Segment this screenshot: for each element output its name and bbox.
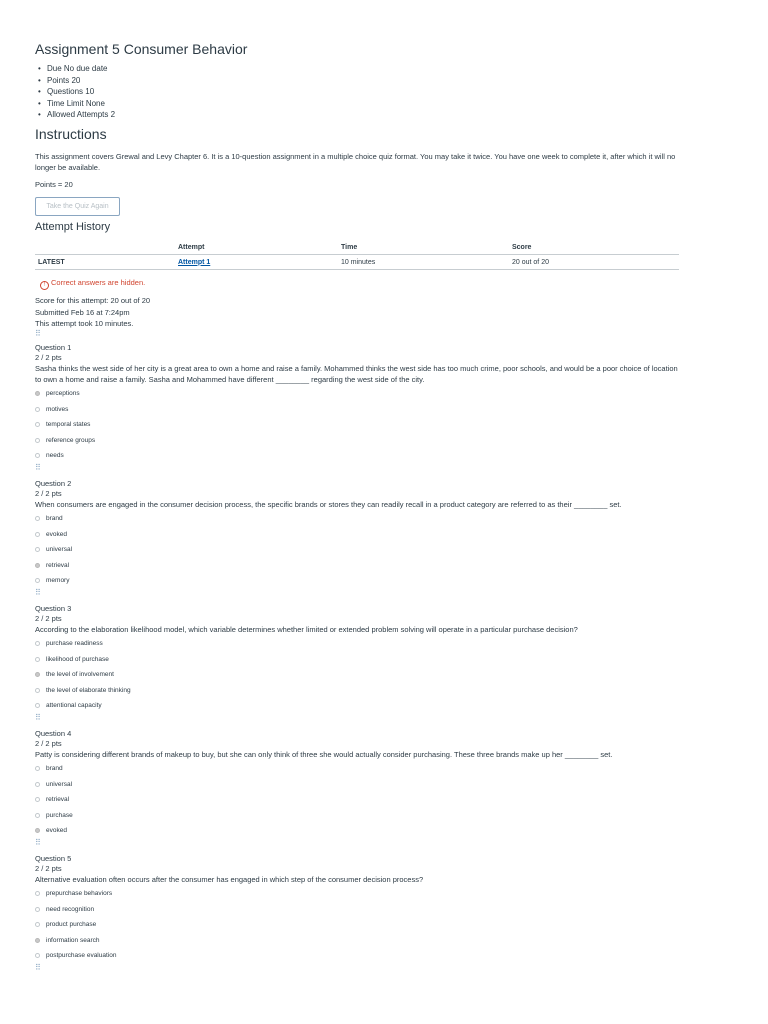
radio-icon[interactable]: [35, 782, 40, 787]
attempt-summary: [35, 295, 150, 340]
take-quiz-again-button[interactable]: Take the Quiz Again: [35, 197, 120, 216]
attempt-time: 10 minutes: [338, 255, 509, 270]
answer-label: retrieval: [46, 796, 70, 804]
column-header-time: Time: [338, 240, 509, 255]
grip-icon: ⠿: [35, 712, 40, 722]
attempt-link[interactable]: Attempt 1: [178, 258, 211, 266]
question-5: [35, 853, 679, 974]
radio-icon[interactable]: [35, 891, 40, 896]
attempt-score: 20 out of 20: [509, 255, 679, 270]
radio-icon[interactable]: [35, 641, 40, 646]
answer-option[interactable]: [35, 777, 679, 793]
answer-option[interactable]: [35, 823, 679, 839]
answer-option[interactable]: [35, 698, 679, 714]
radio-icon[interactable]: [35, 438, 40, 443]
radio-icon[interactable]: [35, 547, 40, 552]
attempt-history-table: [35, 240, 679, 270]
radio-icon[interactable]: [35, 516, 40, 521]
question-points: 2 / 2 pts: [35, 864, 62, 873]
radio-icon[interactable]: [35, 407, 40, 412]
assignment-title: Assignment 5 Consumer Behavior: [35, 41, 248, 57]
answer-label: needs: [46, 452, 64, 460]
instructions-text: This assignment covers Grewal and Levy Chapter 6. It is a 10-question assignment in a multiple choice quiz format. You may take it twice. You have one week to complete it, after which it will no longer be available.: [35, 152, 676, 172]
answer-label: the level of elaborate thinking: [46, 686, 131, 694]
points-text: Points = 20: [35, 180, 73, 189]
answer-option[interactable]: [35, 417, 679, 433]
answer-label: reference groups: [46, 436, 96, 444]
answer-label: postpurchase evaluation: [46, 952, 117, 960]
radio-selected-icon[interactable]: [35, 828, 40, 833]
grip-icon: ⠿: [35, 328, 40, 338]
answer-label: perceptions: [46, 390, 80, 398]
assignment-details: [35, 63, 115, 121]
radio-selected-icon[interactable]: [35, 672, 40, 677]
table-header-row: [35, 240, 679, 255]
summary-duration: This attempt took 10 minutes.: [35, 319, 134, 328]
column-header-blank: [35, 240, 175, 255]
answer-label: universal: [46, 780, 73, 788]
detail-time-limit: • Time Limit None: [47, 98, 115, 110]
radio-icon[interactable]: [35, 922, 40, 927]
answer-list: [35, 636, 679, 714]
question-points: 2 / 2 pts: [35, 614, 62, 623]
answer-label: prepurchase behaviors: [46, 890, 113, 898]
question-points: 2 / 2 pts: [35, 353, 62, 362]
question-text: According to the elaboration likelihood model, which variable determines whether limited or extended problem solving will operate in a particular purchase decision?: [35, 625, 578, 634]
answer-label: brand: [46, 515, 63, 523]
answer-option[interactable]: [35, 573, 679, 589]
radio-selected-icon[interactable]: [35, 563, 40, 568]
answer-option[interactable]: [35, 933, 679, 949]
radio-selected-icon[interactable]: [35, 391, 40, 396]
answer-option[interactable]: [35, 448, 679, 464]
answer-option[interactable]: [35, 761, 679, 777]
answer-label: product purchase: [46, 921, 97, 929]
column-header-attempt: Attempt: [175, 240, 338, 255]
answer-option[interactable]: [35, 652, 679, 668]
detail-allowed-attempts: • Allowed Attempts 2: [47, 109, 115, 121]
detail-due: • Due No due date: [47, 63, 115, 75]
answer-option[interactable]: [35, 683, 679, 699]
attempt-history-heading: Attempt History: [35, 221, 111, 233]
radio-icon[interactable]: [35, 703, 40, 708]
detail-points: • Points 20: [47, 75, 115, 87]
answer-label: memory: [46, 577, 70, 585]
column-header-score: Score: [509, 240, 679, 255]
answer-option[interactable]: [35, 558, 679, 574]
grip-icon: ⠿: [35, 462, 40, 472]
grip-icon: ⠿: [35, 837, 40, 847]
answer-label: brand: [46, 765, 63, 773]
answer-label: attentional capacity: [46, 702, 102, 710]
answer-option[interactable]: [35, 792, 679, 808]
radio-icon[interactable]: [35, 422, 40, 427]
question-text: Alternative evaluation often occurs after the consumer has engaged in which step of the consumer decision process?: [35, 875, 424, 884]
question-3: [35, 603, 679, 724]
answer-list: [35, 386, 679, 464]
answer-option[interactable]: [35, 902, 679, 918]
question-2: [35, 478, 679, 599]
question-title: Question 1: [35, 343, 72, 352]
answer-label: information search: [46, 936, 100, 944]
table-row: [35, 255, 679, 270]
question-text: When consumers are engaged in the consumer decision process, the specific brands or stores they can readily recall in a product category are referred to as their ________ set.: [35, 500, 622, 509]
summary-submitted: Submitted Feb 16 at 7:24pm: [35, 307, 130, 317]
answer-label: temporal states: [46, 421, 91, 429]
answer-option[interactable]: [35, 386, 679, 402]
question-title: Question 4: [35, 729, 72, 738]
answer-option[interactable]: [35, 402, 679, 418]
question-points: 2 / 2 pts: [35, 489, 62, 498]
radio-icon[interactable]: [35, 578, 40, 583]
summary-score: Score for this attempt: 20 out of 20: [35, 296, 151, 305]
answer-label: purchase: [46, 811, 73, 819]
radio-icon[interactable]: [35, 532, 40, 537]
answer-option[interactable]: [35, 511, 679, 527]
answer-label: evoked: [46, 530, 67, 538]
answer-label: motives: [46, 405, 69, 413]
answer-label: likelihood of purchase: [46, 655, 109, 663]
question-title: Question 3: [35, 604, 72, 613]
question-text: Sasha thinks the west side of her city is a great area to own a home and raise a family. Mohammed thinks the west side has too much crime, poor schools, and would be a poor choice of location to own a home and raise a family. Sasha and Mohammed have different ________ regarding the west side of the city.: [35, 364, 678, 384]
answer-label: retrieval: [46, 561, 70, 569]
question-points: 2 / 2 pts: [35, 739, 62, 748]
answer-option[interactable]: [35, 948, 679, 964]
answer-list: [35, 761, 679, 839]
question-text: Patty is considering different brands of makeup to buy, but she can only think of three she would actually consider purchasing. These three brands make up her ________ set.: [35, 750, 613, 759]
question-4: [35, 728, 679, 849]
radio-icon[interactable]: [35, 688, 40, 693]
answer-label: universal: [46, 546, 73, 554]
question-title: Question 5: [35, 854, 72, 863]
answer-label: evoked: [46, 827, 67, 835]
radio-icon[interactable]: [35, 453, 40, 458]
radio-icon[interactable]: [35, 797, 40, 802]
grip-icon: ⠿: [35, 587, 40, 597]
answer-option[interactable]: [35, 636, 679, 652]
answer-option[interactable]: [35, 433, 679, 449]
instructions-heading: Instructions: [35, 126, 107, 142]
question-title: Question 2: [35, 479, 72, 488]
detail-questions: • Questions 10: [47, 86, 115, 98]
radio-icon[interactable]: [35, 657, 40, 662]
radio-icon[interactable]: [35, 766, 40, 771]
latest-label: LATEST: [35, 255, 175, 270]
answer-option[interactable]: [35, 542, 679, 558]
warning-icon: !: [40, 281, 49, 290]
radio-icon[interactable]: [35, 953, 40, 958]
answer-option[interactable]: [35, 527, 679, 543]
correct-answers-hidden-notice: [40, 278, 145, 290]
radio-icon[interactable]: [35, 813, 40, 818]
radio-icon[interactable]: [35, 907, 40, 912]
answer-list: [35, 886, 679, 964]
answer-label: purchase readiness: [46, 640, 103, 648]
answer-option[interactable]: [35, 917, 679, 933]
answer-option[interactable]: [35, 886, 679, 902]
answer-label: the level of involvement: [46, 671, 114, 679]
radio-selected-icon[interactable]: [35, 938, 40, 943]
answer-list: [35, 511, 679, 589]
answer-label: need recognition: [46, 905, 95, 913]
question-1: [35, 342, 679, 474]
answer-option[interactable]: [35, 808, 679, 824]
grip-icon: ⠿: [35, 962, 40, 972]
hidden-note-text: Correct answers are hidden.: [51, 278, 146, 287]
answer-option[interactable]: [35, 667, 679, 683]
